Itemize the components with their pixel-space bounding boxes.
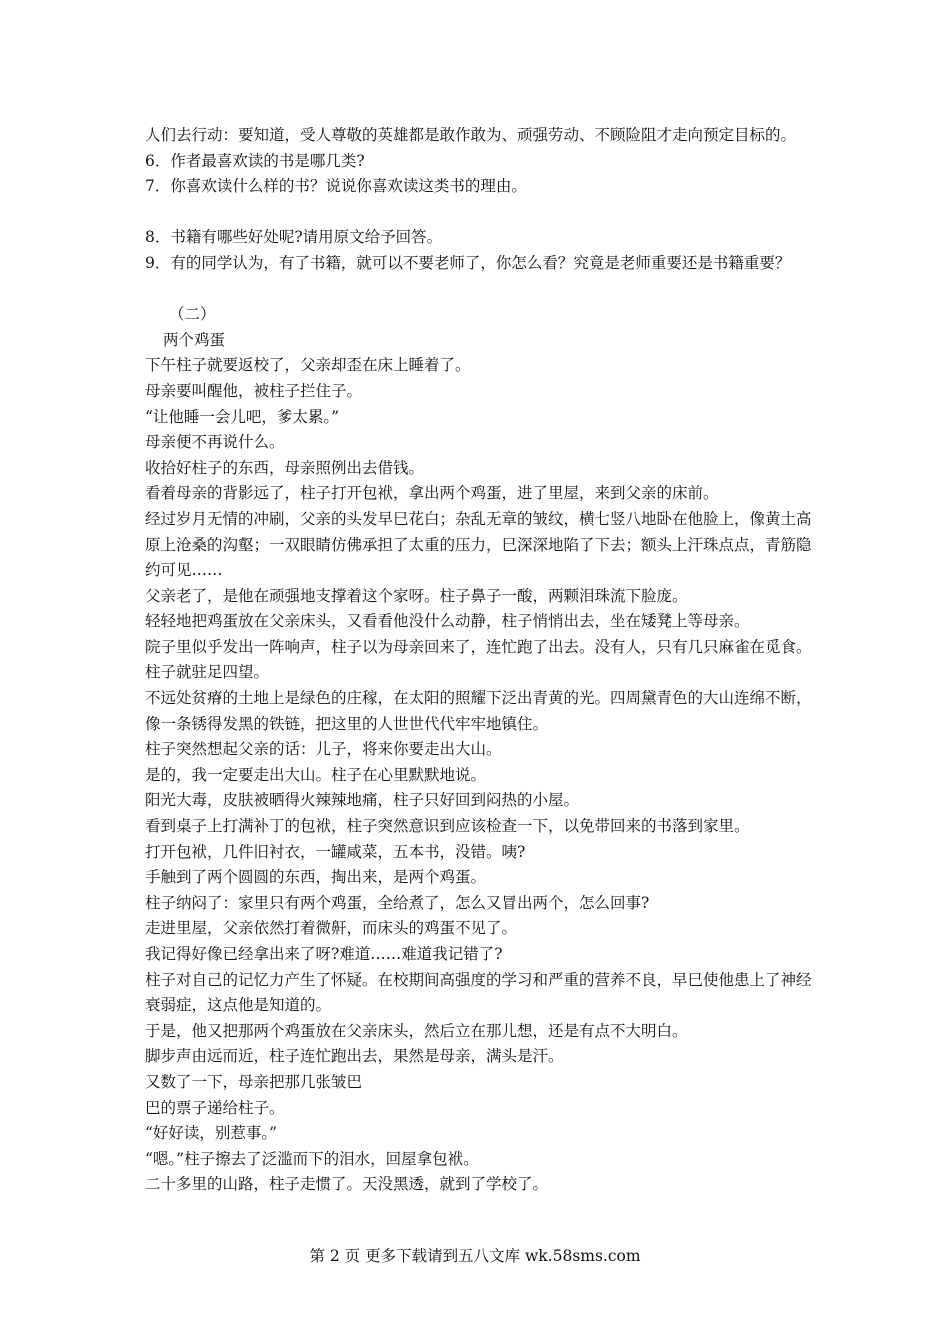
story-paragraph: 柱子突然想起父亲的话：儿子，将来你要走出大山。 [145, 740, 502, 759]
blank-line [145, 277, 813, 303]
story-paragraph: “嗯。”柱子擦去了泛滥而下的泪水，回屋拿包袱。 [145, 1149, 479, 1168]
story-paragraph: 二十多里的山路，柱子走惯了。天没黑透，就到了学校了。 [145, 1175, 549, 1194]
question-6: 6．作者最喜欢读的书是哪几类? [145, 151, 365, 170]
page-content [145, 123, 813, 1198]
page-footer: 第 2 页 更多下载请到五八文库 wk.58sms.com [309, 1247, 641, 1265]
story-paragraph: 院子里似乎发出一阵响声，柱子以为母亲回来了，连忙跑了出去。没有人，只有几只麻雀在觅食。柱子就驻足四望。 [145, 637, 812, 682]
story-paragraph: 母亲便不再说什么。 [145, 433, 285, 452]
question-9: 9．有的同学认为，有了书籍，就可以不要老师了，你怎么看？究竟是老师重要还是书籍重要？ [145, 253, 791, 272]
question-8: 8．书籍有哪些好处呢?请用原文给予回答。 [145, 228, 443, 247]
story-paragraph: 打开包袱，几件旧衬衣，一罐咸菜，五本书，没错。咦? [145, 842, 526, 861]
story-paragraph: 收拾好柱子的东西，母亲照例出去借钱。 [145, 458, 425, 477]
story-paragraph: 巴的票子递给柱子。 [145, 1098, 285, 1117]
story-paragraph: 是的，我一定要走出大山。柱子在心里默默地说。 [145, 765, 487, 784]
blank-line [145, 200, 813, 226]
story-paragraph: 走进里屋，父亲依然打着微鼾，而床头的鸡蛋不见了。 [145, 919, 518, 938]
paragraph: 人们去行动：要知道，受人尊敬的英雄都是敢作敢为、顽强劳动、不顾险阻才走向预定目标的。 [145, 126, 797, 144]
story-paragraph: 又数了一下，母亲把那几张皱巴 [145, 1072, 363, 1091]
story-paragraph: “好好读，别惹事。” [145, 1124, 278, 1143]
story-paragraph: 看着母亲的背影远了，柱子打开包袱，拿出两个鸡蛋，进了里屋，来到父亲的床前。 [145, 484, 719, 503]
section-number: （二） [169, 305, 216, 324]
story-paragraph: 轻轻地把鸡蛋放在父亲床头，又看看他没什么动静，柱子悄悄出去，坐在矮凳上等母亲。 [145, 612, 750, 631]
story-paragraph: 脚步声由远而近，柱子连忙跑出去，果然是母亲，满头是汗。 [145, 1047, 564, 1066]
questions-block-2 [145, 225, 813, 276]
story-paragraph: 手触到了两个圆圆的东西，掏出来，是两个鸡蛋。 [145, 868, 487, 887]
story-body [145, 353, 813, 1198]
questions-block-1 [145, 123, 813, 200]
story-title: 两个鸡蛋 [163, 330, 226, 349]
story-paragraph: 不远处贫瘠的土地上是绿色的庄稼，在太阳的照耀下泛出青黄的光。四周黛青色的大山连绵不断，像一条锈得发黑的铁链，把这里的人世世代代牢牢地镇住。 [145, 689, 812, 733]
story-paragraph: 我记得好像已经拿出来了呀?难道……难道我记错了? [145, 945, 503, 963]
story-paragraph: 母亲要叫醒他，被柱子拦住子。 [145, 381, 363, 400]
story-paragraph: 父亲老了，是他在顽强地支撑着这个家呀。柱子鼻子一酸，两颗泪珠流下脸庞。 [145, 586, 688, 605]
story-paragraph: 阳光大毒，皮肤被晒得火辣辣地痛，柱子只好回到闷热的小屋。 [145, 791, 580, 810]
question-7: 7．你喜欢读什么样的书？说说你喜欢读这类书的理由。 [145, 177, 527, 196]
story-paragraph: 柱子纳闷了：家里只有两个鸡蛋，全给煮了，怎么又冒出两个，怎么回事? [145, 893, 650, 912]
story-paragraph: 柱子对自己的记忆力产生了怀疑。在校期间高强度的学习和严重的营养不良，早巳使他患上了神经衰弱症，这点他是知道的。 [145, 970, 812, 1015]
story-paragraph: “让他睡一会儿吧，爹太累。” [145, 407, 340, 426]
story-paragraph: 看到桌子上打满补丁的包袱，柱子突然意识到应该检查一下，以免带回来的书落到家里。 [145, 817, 750, 836]
story-paragraph: 经过岁月无情的冲刷，父亲的头发早巳花白；杂乱无章的皱纹，横七竖八地卧在他脸上，像黄土高原上沧桑的沟壑；一双眼睛仿佛承担了太重的压力，巳深深地陷了下去；额头上汗珠点点，青筋隐约可见…… [145, 509, 812, 580]
story-paragraph: 下午柱子就要返校了，父亲却歪在床上睡着了。 [145, 356, 471, 375]
story-paragraph: 于是，他又把那两个鸡蛋放在父亲床头，然后立在那儿想，还是有点不大明白。 [145, 1021, 688, 1040]
